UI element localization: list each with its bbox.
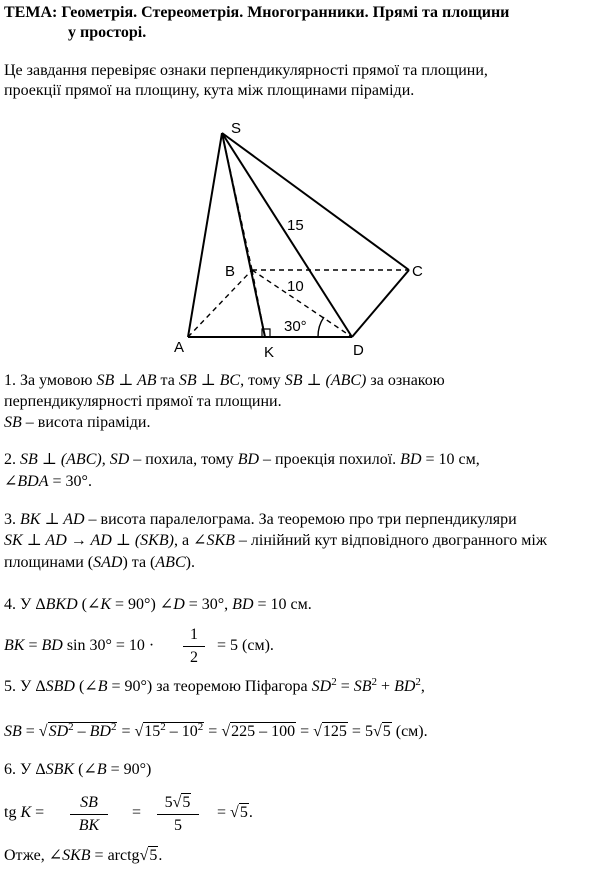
step4-fraction: 1 2 [183,626,205,667]
step4-equation: BK = BD sin 30° = 10 · [4,637,155,654]
intro-line1: Це завдання перевіряє ознаки перпендикулярності прямої та площини, [4,62,488,79]
radical-2: $15^2 - 10^2$ [144,721,204,740]
step2-line2: ∠BDA = 30°. [4,473,92,490]
step6-tg-label: tg K = [4,804,45,821]
label-s: S [231,120,242,137]
radical-4: 125 [322,723,347,740]
label-edge-sd: 15 [287,217,304,234]
step1-line1: 1. За умовою SB ⊥ AB та SB ⊥ BC, тому SB ⊥ (ABC) за ознакою [4,372,445,389]
label-a: A [174,339,185,356]
label-edge-bd: 10 [287,278,304,295]
label-c: C [412,263,423,280]
label-d: D [353,342,364,359]
intro-line2: проекції прямої на площину, кута між площинами піраміди. [4,82,415,99]
label-angle-bda: 30° [284,318,307,335]
conclusion: Отже, ∠SKB = arctg√5. [4,847,163,864]
edge-sd [222,133,352,337]
step5-equation: SB = $√SD^2 - BD^2 = √15^2 - 10^2 = √225 - 100 = √125 = 5√5$ (см). [4,721,428,740]
step4-result: = 5 (см). [217,637,274,654]
title-line1: Геометрія. Стереометрія. Многогранники. Прямі та площини [61,4,510,21]
step3-line1: 3. BK ⊥ AD – висота паралелограма. За теоремою про три перпендикуляри [4,511,517,528]
label-b: B [225,263,236,280]
step1-line2: перпендикулярності прямої та площини. [4,393,282,410]
step6-result: = √5. [217,804,253,821]
page-title-line2: у просторі. [68,24,147,41]
label-k: K [264,344,275,361]
radical-1: $SD^2 - BD^2$ [48,721,117,740]
radical-5: 5 [382,723,391,740]
step6-fraction1: SB BK [70,794,108,835]
edge-sc [222,133,409,270]
step6-fraction2: 5√5 5 [157,794,199,835]
step2-line1: 2. SB ⊥ (ABC), SD – похила, тому BD – проекція похилої. BD = 10 см, [4,451,480,468]
step6-equals: = [132,804,142,821]
edge-sa [188,133,222,337]
step3-line2: SK ⊥ AD → AD ⊥ (SKB), а ∠SKB – лінійний кут відповідного двогранного між [4,532,547,549]
angle-arc-d [318,317,324,337]
step6-line1: 6. У ΔSBK (∠B = 90°) [4,761,152,778]
step5-line1: 5. У ΔSBD (∠B = 90°) за теоремою Піфагора $SD^2 = SB^2 + BD^2$, [4,676,425,695]
step4-line1: 4. У ΔBKD (∠K = 90°) ∠D = 30°, BD = 10 см. [4,596,312,613]
step3-line3: площинами (SAD) та (ABC). [4,554,195,571]
radical-3: 225 – 100 [231,723,296,740]
tema-label: ТЕМА: [4,4,58,21]
edge-dc [352,270,409,337]
step1-line3: SB – висота піраміди. [4,414,151,431]
